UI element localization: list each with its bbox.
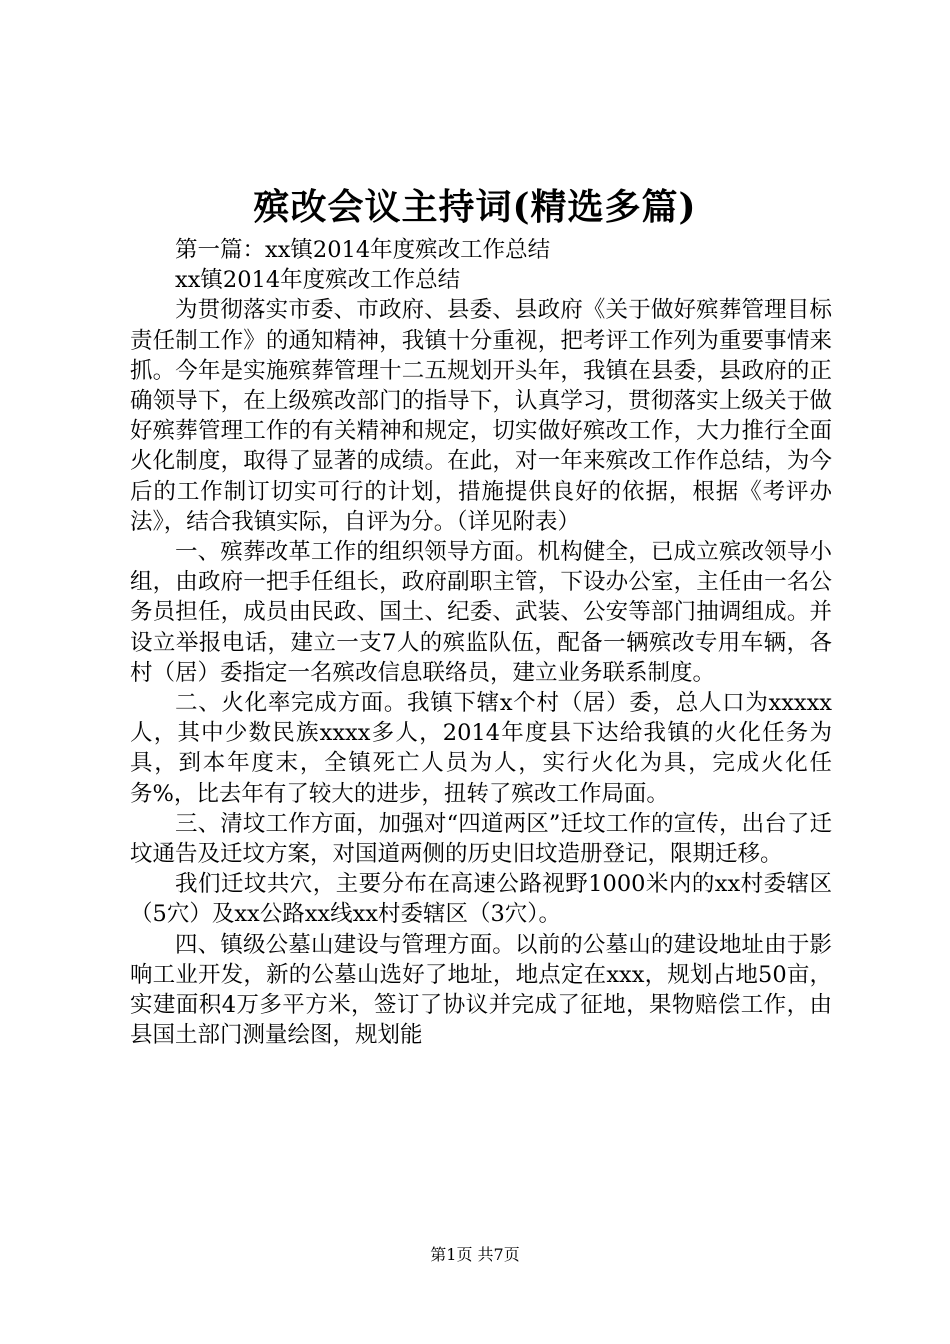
paragraph-chapter-heading: 第一篇：xx镇2014年度殡改工作总结 (175, 237, 551, 263)
paragraph-section-2: 二、火化率完成方面。我镇下辖x个村（居）委，总人口为xxxxx人，其中少数民族xxxx多人，2014年度县下达给我镇的火化任务为具，到本年度末，全镇死亡人员为人，实行火化为具，完成火化任务%，比去年有了较大的进步，扭转了殡改工作局面。 (130, 690, 832, 807)
paragraph-section-3: 三、清坟工作方面，加强对“四道两区”迁坟工作的宣传，出台了迁坟通告及迁坟方案，对国道两侧的历史旧坟造册登记，限期迁移。 (130, 810, 832, 868)
paragraph-intro: 为贯彻落实市委、市政府、县委、县政府《关于做好殡葬管理目标责任制工作》的通知精神，我镇十分重视，把考评工作列为重要事情来抓。今年是实施殡葬管理十二五规划开头年，我镇在县委，县政府的正确领导下，在上级殡改部门的指导下，认真学习，贯彻落实上级关于做好殡葬管理工作的有关精神和规定，切实做好殡改工作，大力推行全面火化制度，取得了显著的成绩。在此，对一年来殡改工作作总结，为今后的工作制订切实可行的计划，措施提供良好的依据，根据《考评办法》，结合我镇实际，自评为分。（详见附表） (130, 297, 832, 535)
paragraph-subtitle: xx镇2014年度殡改工作总结 (175, 267, 461, 294)
document-title: 殡改会议主持词(精选多篇) (253, 186, 697, 228)
paragraph-section-3-detail: 我们迁坟共穴，主要分布在高速公路视野1000米内的xx村委辖区（5穴）及xx公路xx线xx村委辖区（3穴）。 (130, 871, 832, 928)
paragraph-section-4: 四、镇级公墓山建设与管理方面。以前的公墓山的建设地址由于影响工业开发，新的公墓山选好了地址，地点定在xxx，规划占地50亩，实建面积4万多平方米，签订了协议并完成了征地，果物赔偿工作，由县国土部门测量绘图，规划能 (130, 931, 832, 1049)
document-body (130, 235, 832, 1050)
page-footer: 第1页 共7页 (430, 1245, 520, 1264)
paragraph-section-1: 一、殡葬改革工作的组织领导方面。机构健全，已成立殡改领导小组，由政府一把手任组长，政府副职主管，下设办公室，主任由一名公务员担任，成员由民政、国土、纪委、武装、公安等部门抽调组成。并设立举报电话，建立一支7人的殡监队伍，配备一辆殡改专用车辆，各村（居）委指定一名殡改信息联络员，建立业务联系制度。 (130, 539, 832, 686)
